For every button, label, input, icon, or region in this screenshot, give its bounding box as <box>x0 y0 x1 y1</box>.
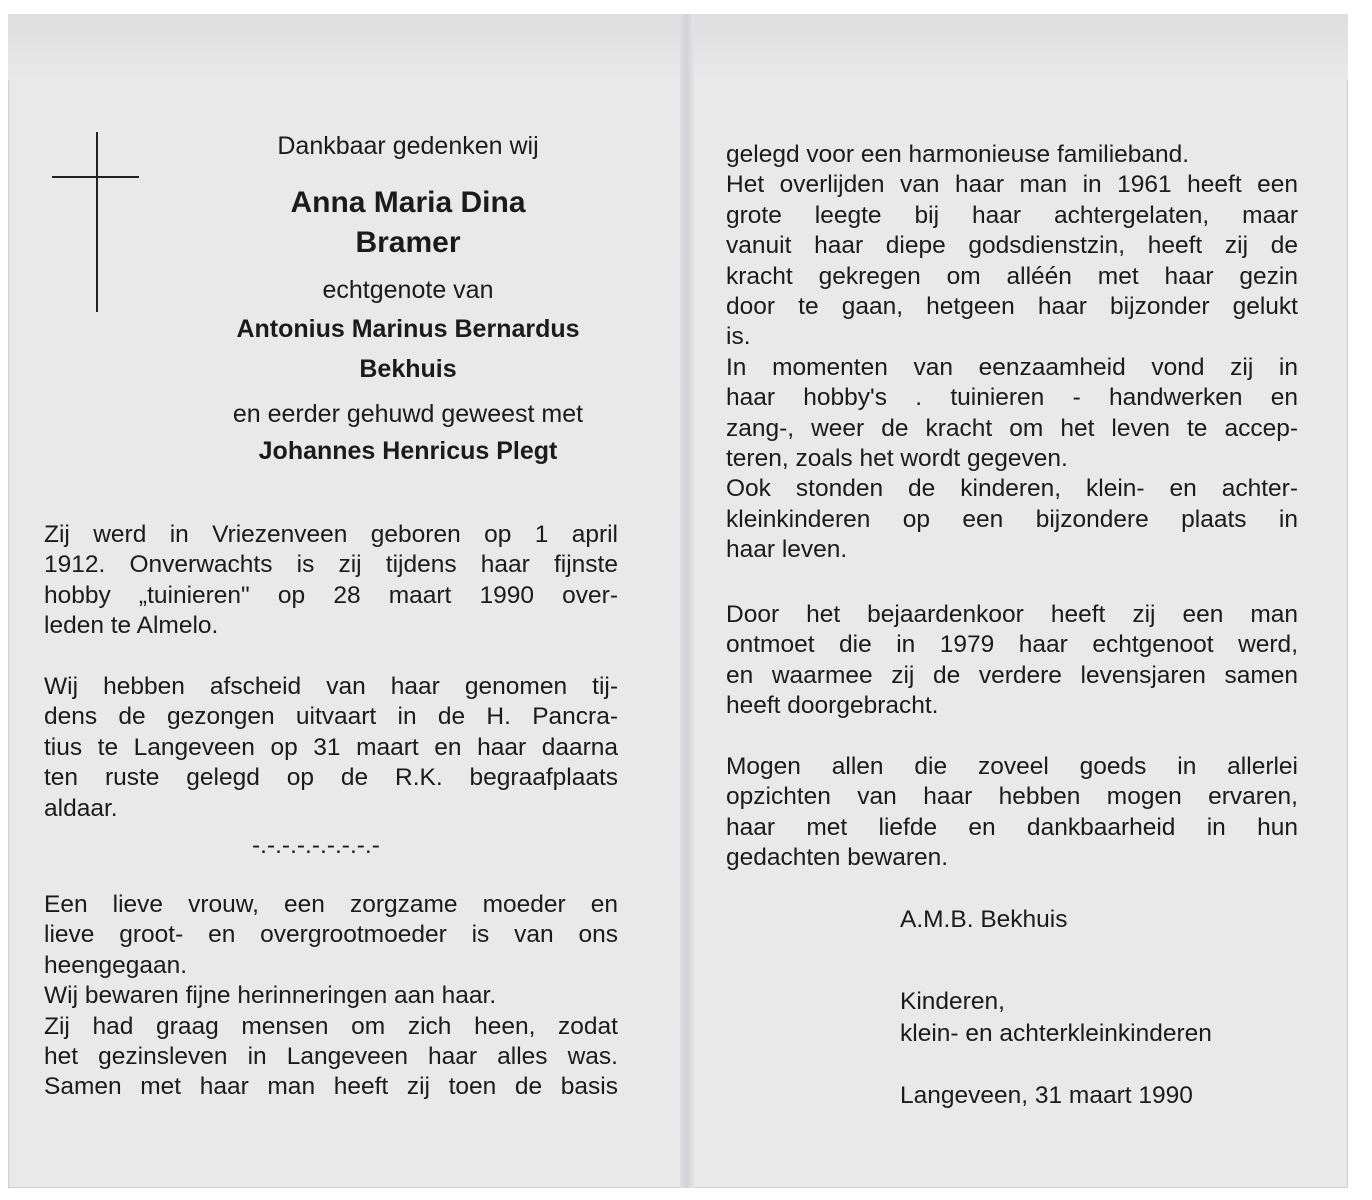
text-line: haar met liefde en dankbaarheid in hun <box>726 813 1298 841</box>
cross-icon <box>96 132 98 312</box>
text-line: haar leven. <box>726 536 848 564</box>
signature: A.M.B. Bekhuis <box>900 906 1068 933</box>
text-line: hobby „tuinieren" op 28 maart 1990 over- <box>44 581 618 609</box>
text-line: gedachten bewaren. <box>726 844 949 872</box>
text-line: Ook stonden de kinderen, klein- en achter- <box>726 475 1298 503</box>
memorial-card <box>8 14 1348 1188</box>
spouse-intro: echtgenote van <box>322 276 494 304</box>
text-line: heeft doorgebracht. <box>726 692 939 720</box>
spouse-name-line1: Antonius Marinus Bernardus <box>236 315 580 343</box>
text-line: grote leegte bij haar achtergelaten, maar <box>726 201 1298 229</box>
cross-icon-bar <box>52 176 139 178</box>
spouse-name-line2: Bekhuis <box>359 355 457 383</box>
deceased-name-line1: Anna Maria Dina <box>290 186 526 219</box>
former-spouse-name: Johannes Henricus Plegt <box>258 437 558 465</box>
text-line: is. <box>726 323 751 351</box>
family-line1: Kinderen, <box>900 988 1005 1015</box>
text-line: kleinkinderen op een bijzondere plaats in <box>726 505 1298 533</box>
text-line: kracht gekregen om alléén met haar gezin <box>726 262 1298 290</box>
text-line: ontmoet die in 1979 haar echtgenoot werd, <box>726 631 1298 659</box>
place-date: Langeveen, 31 maart 1990 <box>900 1082 1193 1109</box>
text-line: en waarmee zij de verdere levensjaren samen <box>726 661 1298 689</box>
text-line: In momenten van eenzaamheid vond zij in <box>726 353 1298 381</box>
text-line: Zij had graag mensen om zich heen, zodat <box>44 1012 618 1040</box>
text-line: Zij werd in Vriezenveen geboren op 1 april <box>44 521 618 548</box>
deceased-name-line2: Bramer <box>355 226 461 259</box>
text-line: Mogen allen die zoveel goeds in allerlei <box>726 753 1298 780</box>
text-line: Wij hebben afscheid van haar genomen tij- <box>44 673 618 700</box>
text-line: het gezinsleven in Langeveen haar alles was. <box>44 1043 618 1071</box>
text-line: gelegd voor een harmonieuse familieband. <box>726 141 1190 168</box>
family-line2: klein- en achterkleinkinderen <box>900 1020 1212 1047</box>
former-spouse-intro: en eerder gehuwd geweest met <box>232 400 584 428</box>
text-line: lieve groot- en overgrootmoeder is van ons <box>44 921 618 949</box>
text-line: opzichten van haar hebben mogen ervaren, <box>726 783 1298 811</box>
remembrance-paragraph <box>44 890 618 1103</box>
separator: -.-.-.-.-.-.-.-.- <box>252 832 380 859</box>
closing-paragraph <box>726 752 1298 874</box>
left-page <box>8 14 680 1188</box>
text-line: Een lieve vrouw, een zorgzame moeder en <box>44 891 618 918</box>
text-line: Het overlijden van haar man in 1961 heeft een <box>726 171 1298 199</box>
text-line: 1912. Onverwachts is zij tijdens haar fijnste <box>44 551 618 579</box>
text-line: teren, zoals het wordt gegeven. <box>726 445 1068 473</box>
birth-paragraph <box>44 520 618 642</box>
text-line: ten ruste gelegd op de R.K. begraafplaats <box>44 764 618 792</box>
text-line: Door het bejaardenkoor heeft zij een man <box>726 601 1298 628</box>
right-page <box>694 14 1348 1188</box>
text-line: zang-, weer de kracht om het leven te accep- <box>726 414 1298 442</box>
text-line: haar hobby's . tuinieren - handwerken en <box>726 384 1298 412</box>
text-line: dens de gezongen uitvaart in de H. Pancra- <box>44 703 618 731</box>
intro-text: Dankbaar gedenken wij <box>277 132 539 160</box>
choir-paragraph <box>726 600 1298 722</box>
text-line: tius te Langeveen op 31 maart en haar daarna <box>44 733 618 761</box>
life-paragraph <box>726 140 1298 566</box>
text-line: heengegaan. <box>44 951 188 979</box>
text-line: leden te Almelo. <box>44 612 219 640</box>
text-line: vanuit haar diepe godsdienstzin, heeft zij de <box>726 232 1298 260</box>
text-line: Wij bewaren fijne herinneringen aan haar. <box>44 982 497 1010</box>
card-fold <box>680 14 694 1188</box>
text-line: door te gaan, hetgeen haar bijzonder gelukt <box>726 293 1298 321</box>
text-line: aldaar. <box>44 794 118 822</box>
funeral-paragraph <box>44 672 618 824</box>
text-line: Samen met haar man heeft zij toen de basis <box>44 1073 618 1101</box>
